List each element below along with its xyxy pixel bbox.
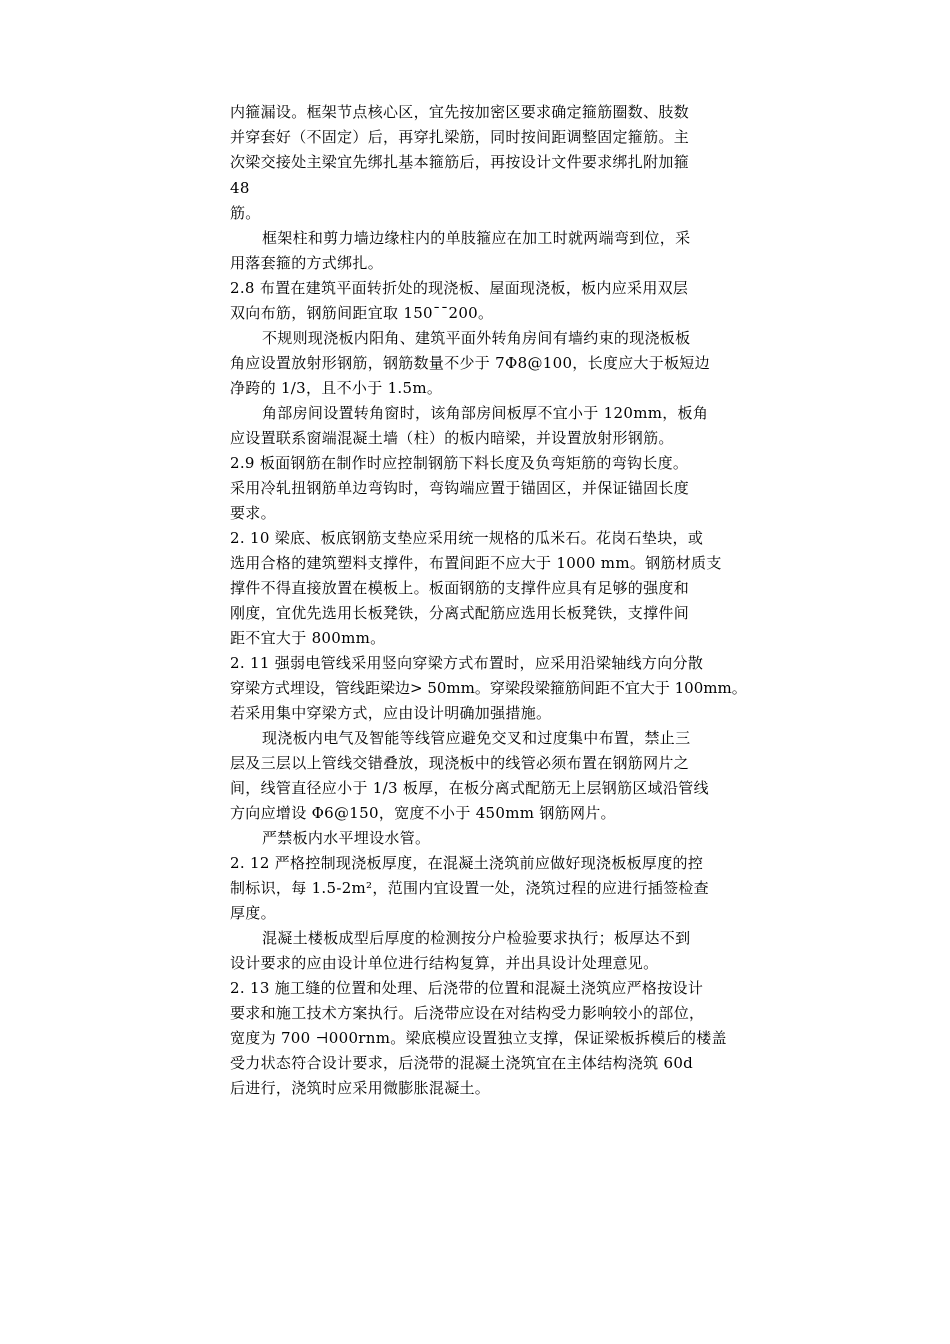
text-line: 间，线管直径应小于 1/3 板厚，在板分离式配筋无上层钢筋区域沿管线 — [230, 779, 709, 797]
text-line: 净跨的 1/3，且不小于 1.5m。 — [230, 379, 443, 397]
text-line: 内箍漏设。框架节点核心区，宜先按加密区要求确定箍筋圈数、肢数 — [230, 103, 690, 121]
text-line: 不规则现浇板内阳角、建筑平面外转角房间有墙约束的现浇板板 — [262, 329, 691, 347]
text-line: 采用冷轧扭钢筋单边弯钩时，弯钩端应置于锚固区，并保证锚固长度 — [230, 479, 690, 497]
text-line: 次梁交接处主梁宜先绑扎基本箍筋后，再按设计文件要求绑扎附加箍 — [230, 153, 690, 171]
text-line: 若采用集中穿梁方式，应由设计明确加强措施。 — [230, 704, 552, 722]
text-line: 双向布筋，钢筋间距宜取 150¯¯200。 — [230, 304, 494, 322]
text-line: 设计要求的应由设计单位进行结构复算，并出具设计处理意见。 — [230, 954, 659, 972]
text-line: 现浇板内电气及智能等线管应避免交叉和过度集中布置，禁止三 — [262, 729, 691, 747]
text-line: 要求。 — [230, 504, 276, 522]
section-heading-2-9: 2.9 板面钢筋在制作时应控制钢筋下料长度及负弯矩筋的弯钩长度。 — [230, 454, 689, 472]
section-heading-2-10: 2. 10 梁底、板底钢筋支垫应采用统一规格的瓜米石。花岗石垫块，或 — [230, 529, 704, 547]
text-line: 受力状态符合设计要求，后浇带的混凝土浇筑宜在主体结构浇筑 60d — [230, 1054, 694, 1072]
text-line: 用落套箍的方式绑扎。 — [230, 254, 384, 272]
section-heading-2-8: 2.8 布置在建筑平面转折处的现浇板、屋面现浇板，板内应采用双层 — [230, 279, 689, 297]
text-line: 刚度，宜优先选用长板凳铁，分离式配筋应选用长板凳铁，支撑件间 — [230, 604, 690, 622]
text-line: 制标识，每 1.5-2m²，范围内宜设置一处，浇筑过程的应进行插签检查 — [230, 879, 709, 897]
text-line: 选用合格的建筑塑料支撑件，布置间距不应大于 1000 mm。钢筋材质支 — [230, 554, 722, 572]
section-heading-2-13: 2. 13 施工缝的位置和处理、后浇带的位置和混凝土浇筑应严格按设计 — [230, 979, 704, 997]
text-line: 要求和施工技术方案执行。后浇带应设在对结构受力影响较小的部位， — [230, 1004, 705, 1022]
section-heading-2-11: 2. 11 强弱电管线采用竖向穿梁方式布置时，应采用沿梁轴线方向分散 — [230, 654, 704, 672]
text-line: 筋。 — [230, 204, 261, 222]
text-line: 距不宜大于 800mm。 — [230, 629, 386, 647]
page-number: 48 — [230, 179, 250, 197]
text-line: 并穿套好（不固定）后，再穿扎梁筋，同时按间距调整固定箍筋。主 — [230, 128, 690, 146]
text-line: 角应设置放射形钢筋，钢筋数量不少于 7Φ8@100，长度应大于板短边 — [230, 354, 710, 372]
text-line: 后进行，浇筑时应采用微膨胀混凝土。 — [230, 1079, 491, 1097]
text-line: 严禁板内水平埋设水管。 — [262, 829, 431, 847]
text-line: 方向应增设 Φ6@150，宽度不小于 450mm 钢筋网片。 — [230, 804, 616, 822]
text-line: 穿梁方式埋设，管线距梁边> 50mm。穿梁段梁箍筋间距不宜大于 100mm。 — [230, 679, 747, 697]
text-line: 宽度为 700 ⊣000rnm。梁底模应设置独立支撑，保证梁板拆模后的楼盖 — [230, 1029, 727, 1047]
text-line: 混凝土楼板成型后厚度的检测按分户检验要求执行；板厚达不到 — [262, 929, 691, 947]
text-line: 应设置联系窗端混凝土墙（柱）的板内暗梁，并设置放射形钢筋。 — [230, 429, 674, 447]
text-line: 厚度。 — [230, 904, 276, 922]
text-line: 层及三层以上管线交错叠放，现浇板中的线管必须布置在钢筋网片之 — [230, 754, 690, 772]
text-line: 框架柱和剪力墙边缘柱内的单肢箍应在加工时就两端弯到位，采 — [262, 229, 691, 247]
text-line: 角部房间设置转角窗时，该角部房间板厚不宜小于 120mm，板角 — [262, 404, 709, 422]
section-heading-2-12: 2. 12 严格控制现浇板厚度，在混凝土浇筑前应做好现浇板板厚度的控 — [230, 854, 704, 872]
text-line: 撑件不得直接放置在模板上。板面钢筋的支撑件应具有足够的强度和 — [230, 579, 690, 597]
